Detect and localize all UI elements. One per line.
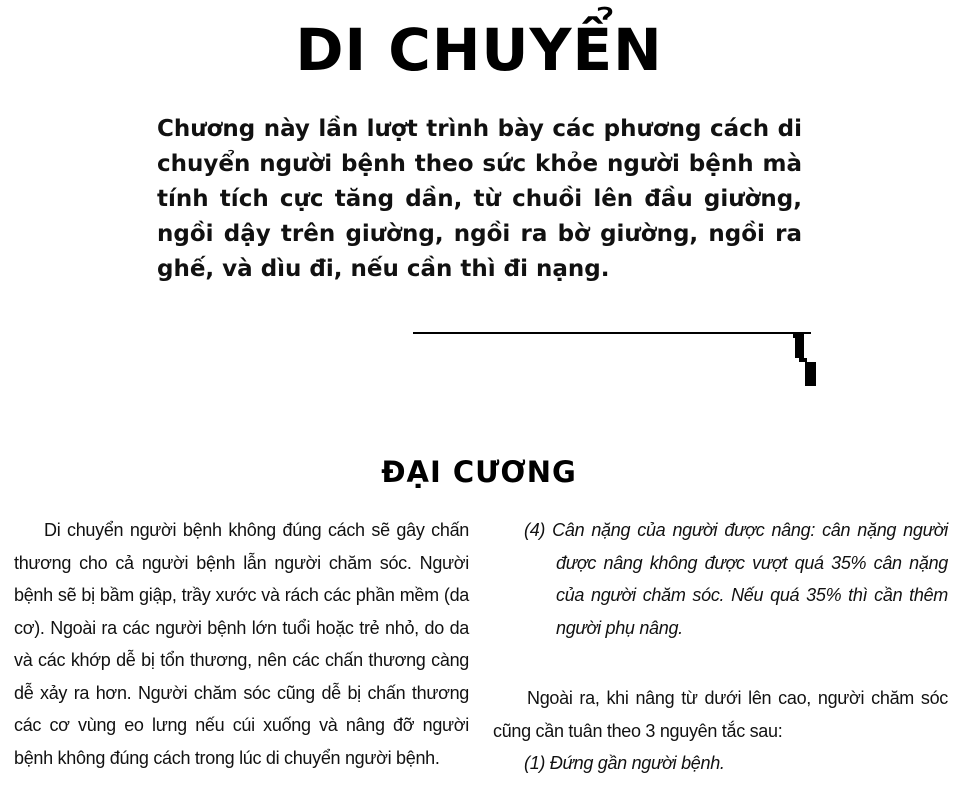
body-paragraph-right: Ngoài ra, khi nâng từ dưới lên cao, người chăm sóc cũng cần tuân theo 3 nguyên tắc sau:: [493, 688, 948, 741]
chapter-title: DI CHUYỂN: [295, 16, 663, 84]
section-title: ĐẠI CƯƠNG: [381, 455, 577, 489]
list-item-4: (4) Cân nặng của người được nâng: cân nặng người được nâng không được vượt quá 35% cân nặng của người chăm sóc. Nếu quá 35% thì cần thêm người phụ nâng.: [524, 520, 948, 638]
right-column: [493, 514, 948, 780]
list-item-1: (1) Đứng gần người bệnh.: [524, 753, 725, 773]
divider-line: [413, 332, 811, 334]
divider-ornament: [793, 334, 817, 386]
left-column: [14, 514, 469, 774]
body-paragraph: Di chuyển người bệnh không đúng cách sẽ gây chấn thương cho cả người bệnh lẫn người chăm sóc. Người bệnh sẽ bị bầm giập, trầy xước và rách các phần mềm (da cơ). Ngoài ra các người bệnh lớn tuổi hoặc trẻ nhỏ, do da và các khớp dễ bị tổn thương, nên các chấn thương càng dễ xảy ra hơn. Người chăm sóc cũng dễ bị chấn thương các cơ vùng eo lưng nếu cúi xuống và nâng đỡ người bệnh không đúng cách trong lúc di chuyển người bệnh.: [14, 520, 469, 768]
chapter-intro: Chương này lần lượt trình bày các phương cách di chuyển người bệnh theo sức khỏe người bệnh mà tính tích cực tăng dần, từ chuồi lên đầu giường, ngồi dậy trên giường, ngồi ra bờ giường, ngồi ra ghế, và dìu đi, nếu cần thì đi nạng.: [157, 116, 802, 282]
